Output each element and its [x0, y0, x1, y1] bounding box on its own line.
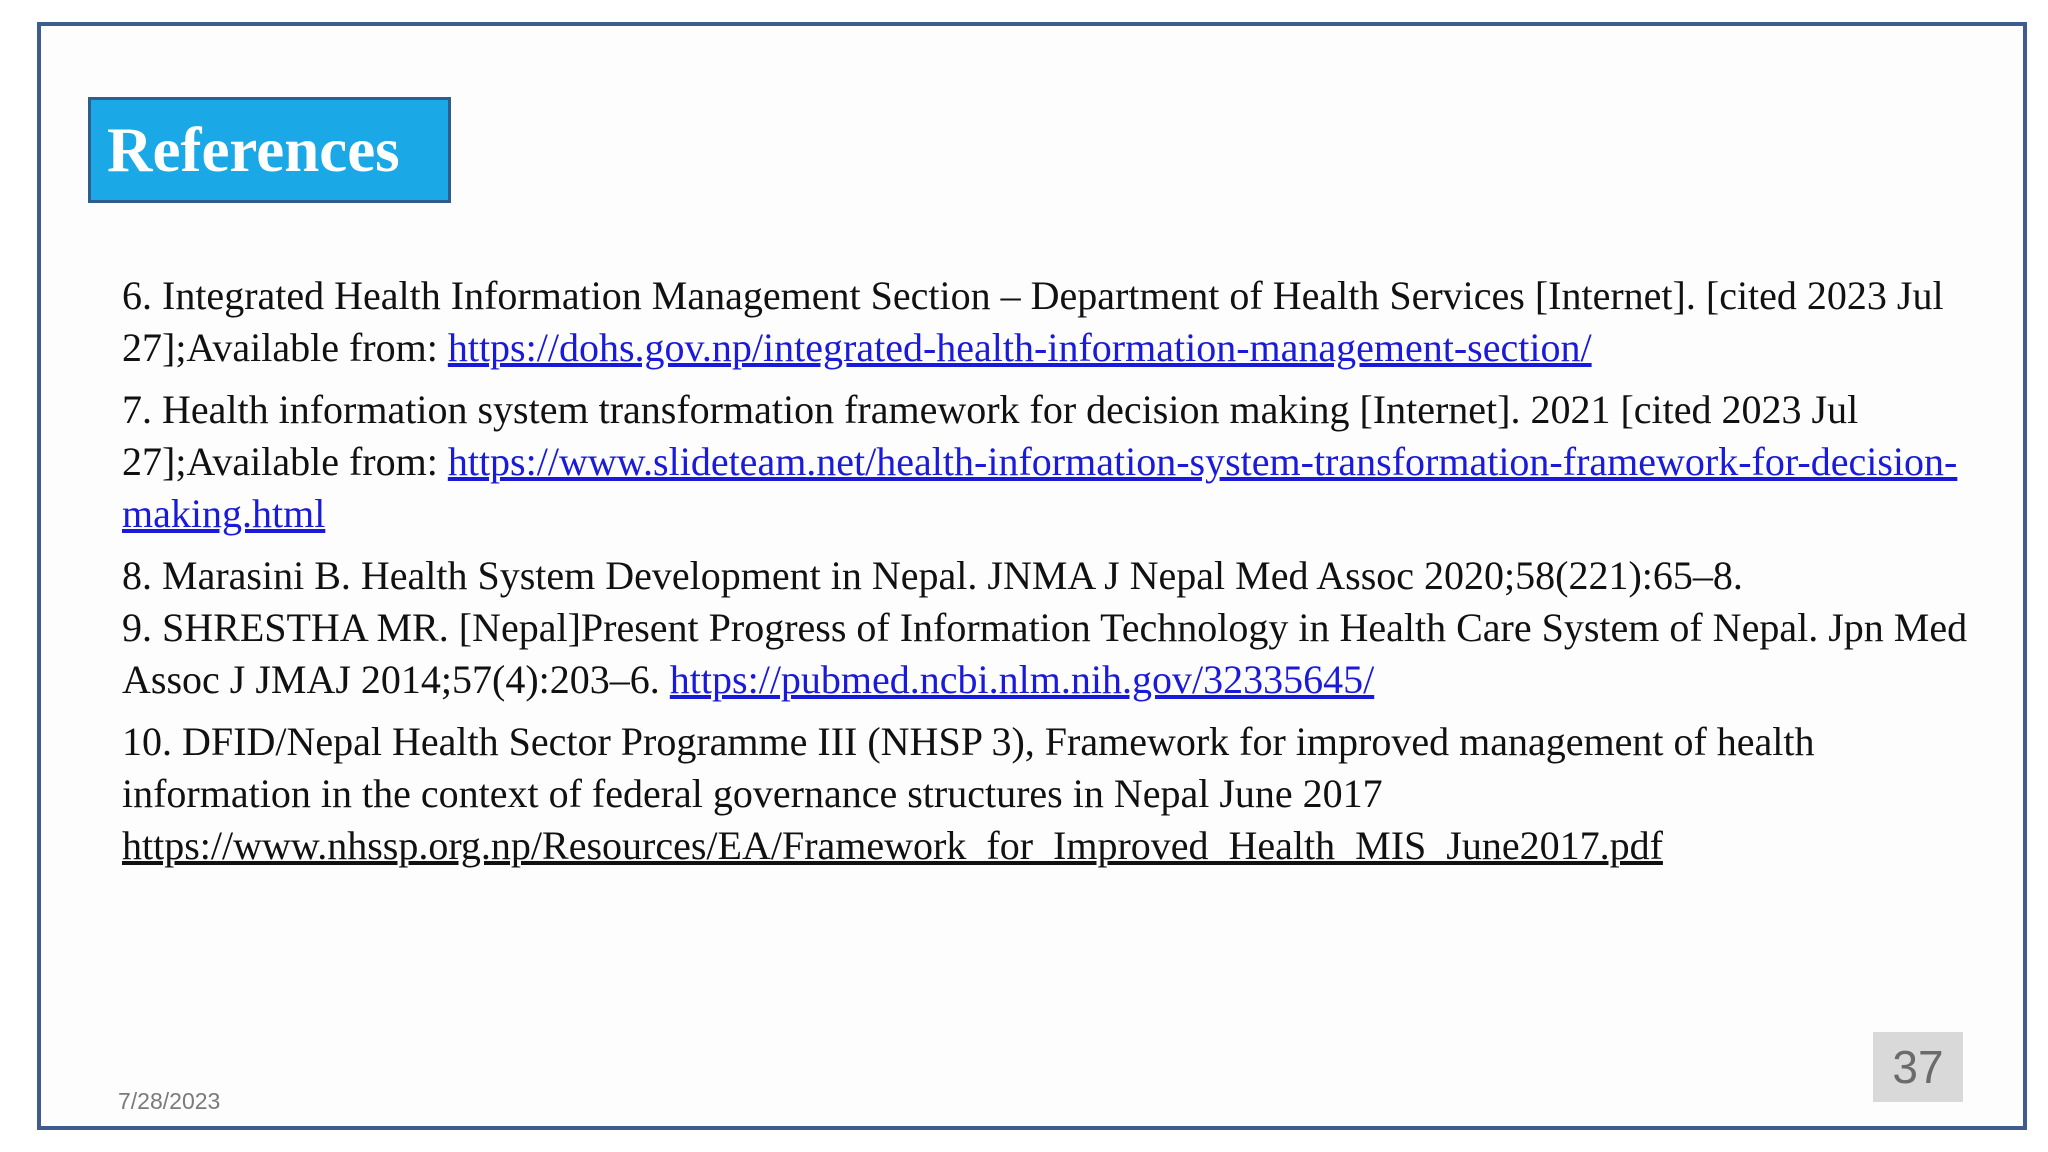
- reference-text: 6. Integrated Health Information Management Section – Department of Health Services [Internet]. [cited 2023 Jul 27];Available from:: [122, 273, 1944, 370]
- reference-text: 9. SHRESTHA MR. [Nepal]Present Progress of Information Technology in Health Care System of Nepal. Jpn Med Assoc J JMAJ 2014;57(4):203–6.: [122, 605, 1968, 702]
- page-number: 37: [1873, 1032, 1963, 1102]
- reference-item: [122, 384, 1982, 540]
- reference-link[interactable]: https://www.slideteam.net/health-information-system-transformation-framework-for-decision-making.html: [122, 439, 1958, 536]
- reference-item: [122, 550, 1982, 602]
- reference-list: [122, 270, 1982, 882]
- reference-text: 7. Health information system transformation framework for decision making [Internet]. 2021 [cited 2023 Jul 27];Available from:: [122, 387, 1859, 484]
- reference-text: 10. DFID/Nepal Health Sector Programme III (NHSP 3), Framework for improved management of health information in the context of federal governance structures in Nepal June 2017: [122, 719, 1815, 816]
- reference-item: [122, 716, 1982, 872]
- reference-link[interactable]: https://pubmed.ncbi.nlm.nih.gov/32335645/: [669, 657, 1375, 702]
- reference-item: [122, 270, 1982, 374]
- reference-text: 8. Marasini B. Health System Development in Nepal. JNMA J Nepal Med Assoc 2020;58(221):65–8.: [122, 553, 1743, 598]
- reference-link[interactable]: https://dohs.gov.np/integrated-health-information-management-section/: [447, 325, 1592, 370]
- reference-item: [122, 602, 1982, 706]
- reference-link[interactable]: https://www.nhssp.org.np/Resources/EA/Framework_for_Improved_Health_MIS_June2017.pdf: [122, 823, 1663, 868]
- slide-date: 7/28/2023: [118, 1088, 221, 1114]
- slide-title: References: [88, 97, 451, 203]
